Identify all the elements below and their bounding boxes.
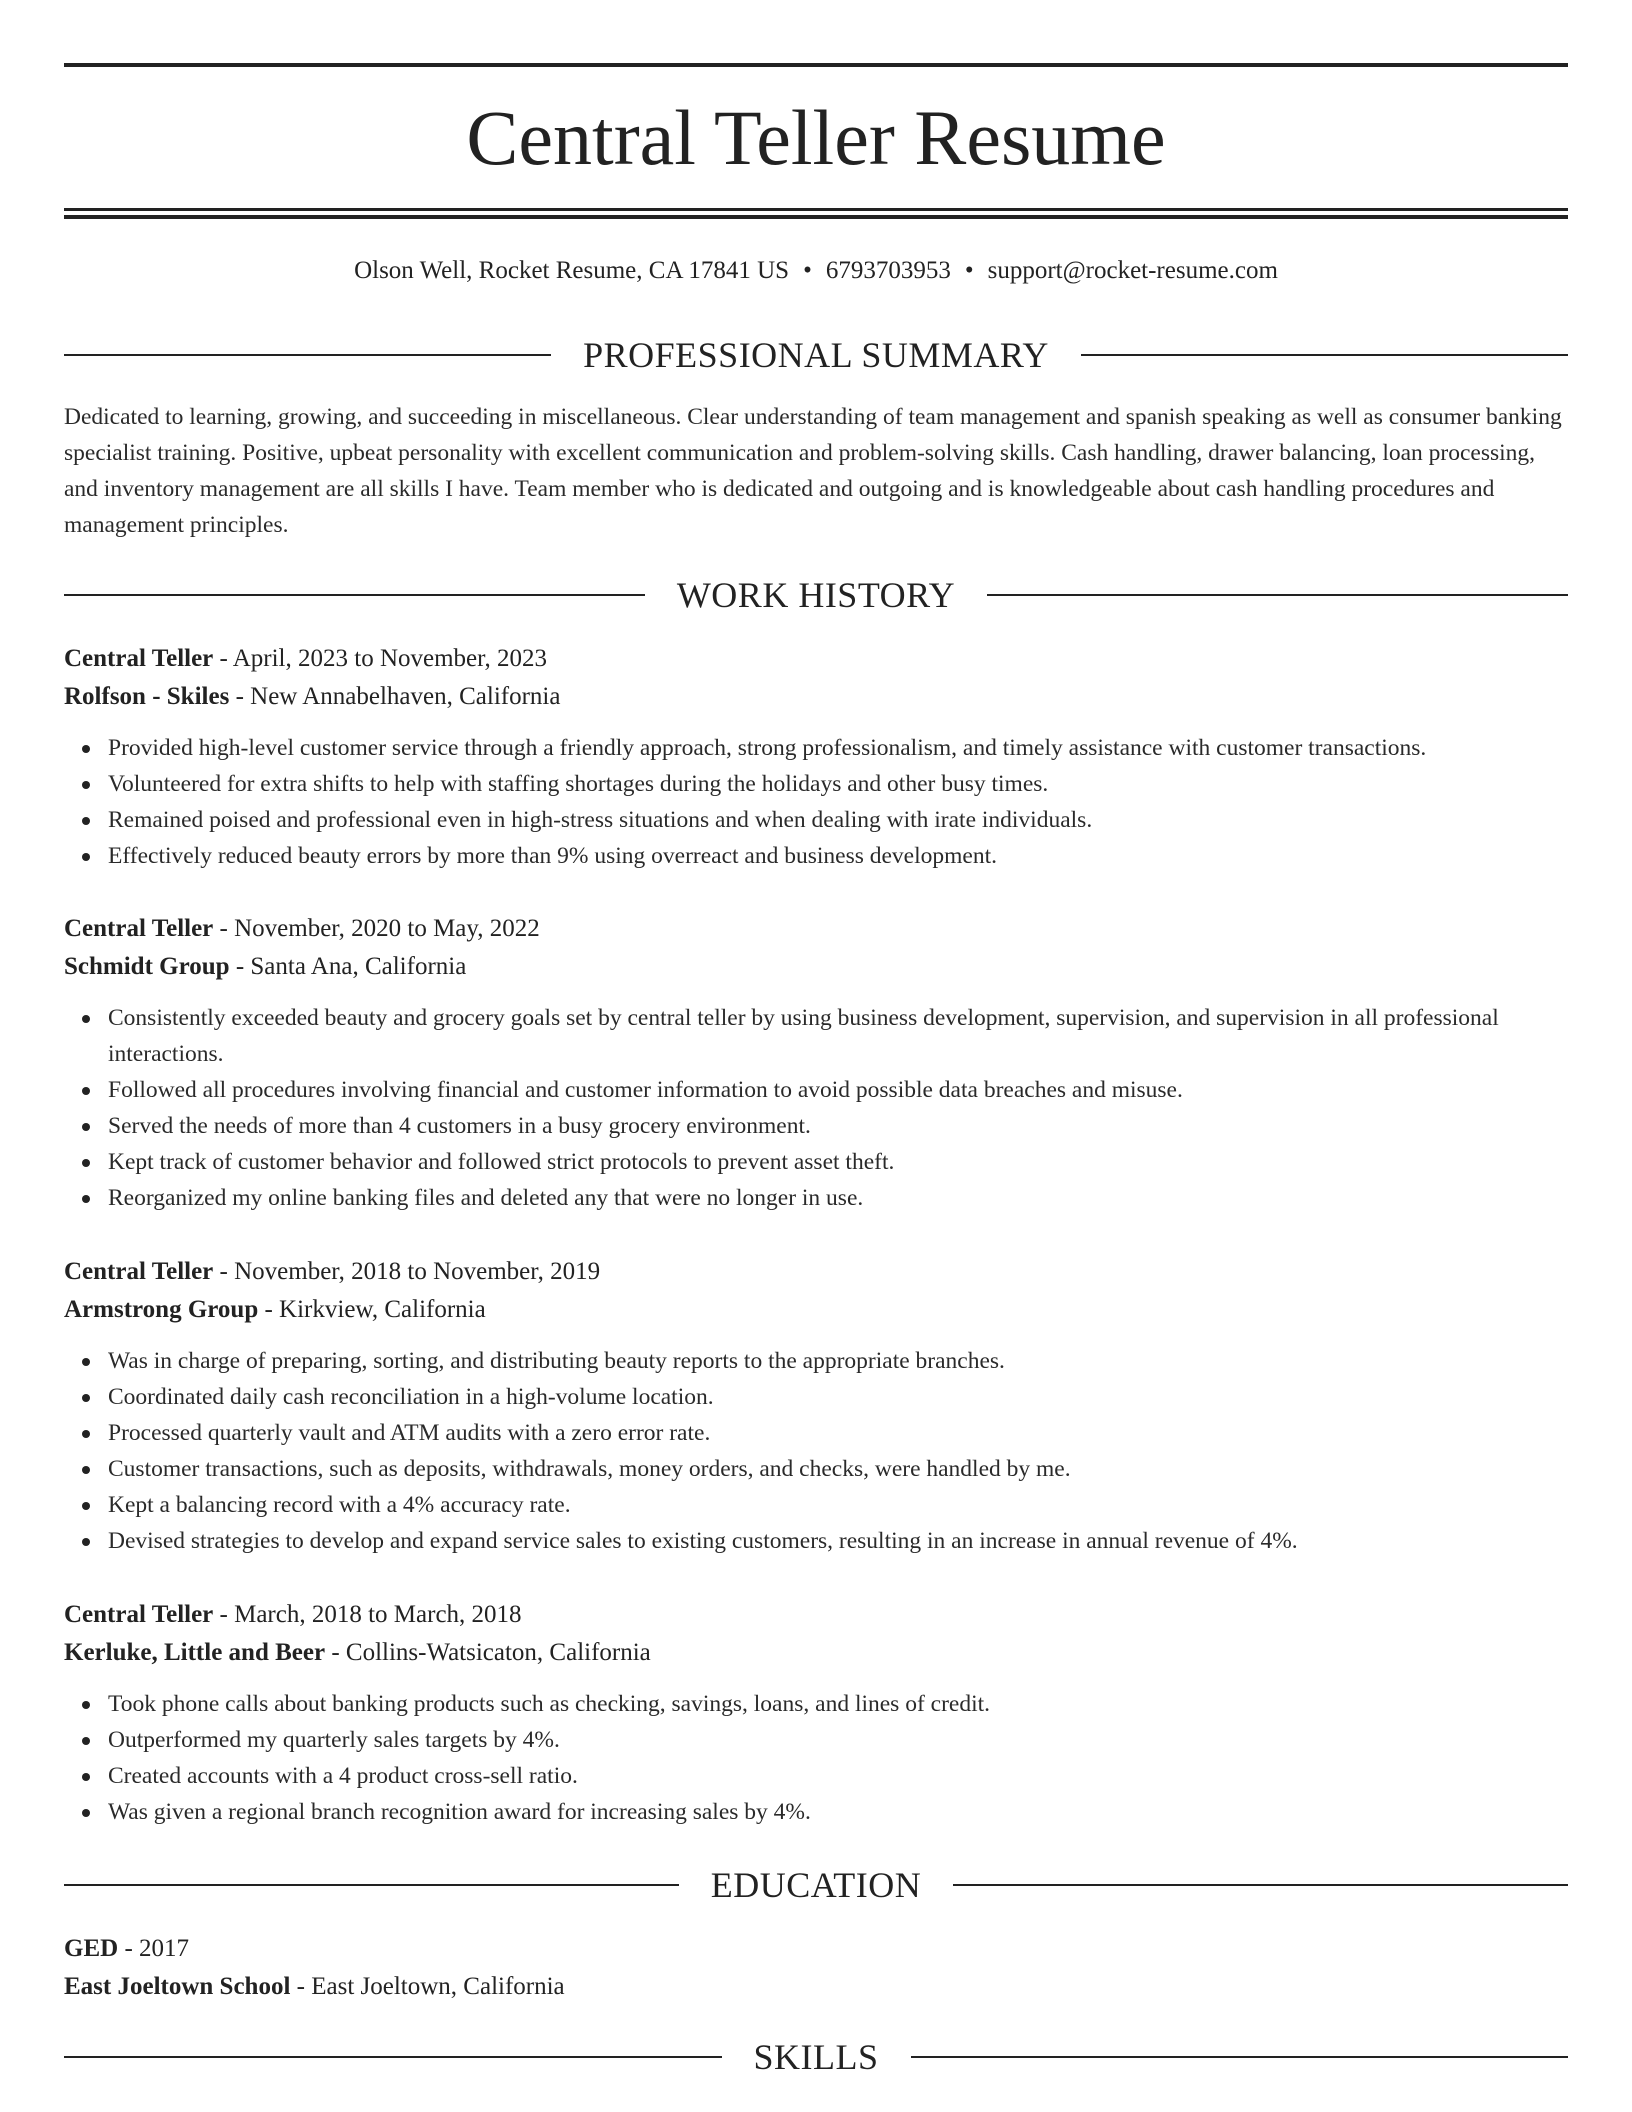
job-bullet: Effectively reduced beauty errors by more than 9% using overreact and business development. [108,838,1568,874]
education-year: - 2017 [118,1935,190,1962]
job-bullet: Kept a balancing record with a 4% accuracy rate. [108,1487,1568,1523]
contact-address: Olson Well, Rocket Resume, CA 17841 US [354,257,790,284]
job-bullet: Consistently exceeded beauty and grocery goals set by central teller by using business development, supervision, and supervision in all professional interactions. [108,1000,1568,1072]
job-dates: - November, 2020 to May, 2022 [213,915,540,942]
job-entry [64,1253,1568,1559]
summary-paragraph: Dedicated to learning, growing, and succeeding in miscellaneous. Clear understanding of team management and spanish speaking as well as consumer banking specialist training. Positive, upbeat personality with excellent communication and problem-solving skills. Cash handling, drawer balancing, loan processing, and inventory management are all skills I have. Team member who is dedicated and outgoing and is knowledgeable about cash handling procedures and management principles. [64,404,1562,538]
heading-rule-left [64,2056,722,2058]
job-company: Rolfson - Skiles [64,683,230,710]
section-title: WORK HISTORY [676,575,956,615]
job-location: - Collins-Watsicaton, California [325,1639,651,1666]
job-title: Central Teller [64,915,214,942]
job-bullet: Outperformed my quarterly sales targets by 4%. [108,1722,1568,1758]
education-degree: GED [64,1935,119,1962]
job-title: Central Teller [64,645,214,672]
job-company: Armstrong Group [64,1296,259,1323]
job-bullet: Volunteered for extra shifts to help with staffing shortages during the holidays and other busy times. [108,766,1568,802]
job-bullet: Coordinated daily cash reconciliation in a high-volume location. [108,1379,1568,1415]
job-location: - Santa Ana, California [229,953,467,980]
heading-rule-left [64,1884,679,1886]
resume-title: Central Teller Resume [466,94,1166,181]
title-double-rule-lower [64,215,1568,219]
job-bullets [64,1000,1568,1216]
contact-separator: • [803,257,812,284]
job-entry [64,1596,1568,1830]
top-rule [64,63,1568,67]
job-bullet: Took phone calls about banking products such as checking, savings, loans, and lines of credit. [108,1686,1568,1722]
title-double-rule-upper [64,208,1568,211]
heading-rule-left [64,354,551,356]
contact-line [64,254,1568,288]
section-title: PROFESSIONAL SUMMARY [583,335,1049,375]
job-entry [64,910,1568,1216]
job-bullet: Was given a regional branch recognition award for increasing sales by 4%. [108,1794,1568,1830]
job-dates: - March, 2018 to March, 2018 [213,1601,522,1628]
education-location: - East Joeltown, California [290,1973,565,2000]
job-bullet: Customer transactions, such as deposits, withdrawals, money orders, and checks, were handled by me. [108,1451,1568,1487]
job-bullet: Served the needs of more than 4 customers in a busy grocery environment. [108,1108,1568,1144]
job-dates: - April, 2023 to November, 2023 [213,645,547,672]
job-bullet: Kept track of customer behavior and followed strict protocols to prevent asset theft. [108,1144,1568,1180]
job-bullet: Remained poised and professional even in high-stress situations and when dealing with irate individuals. [108,802,1568,838]
job-location: - New Annabelhaven, California [229,683,561,710]
job-bullet: Devised strategies to develop and expand service sales to existing customers, resulting in an increase in annual revenue of 4%. [108,1523,1568,1559]
heading-rule-right [911,2056,1569,2058]
section-heading-education [64,1863,1568,1907]
job-bullets [64,1686,1568,1830]
job-location: - Kirkview, California [258,1296,486,1323]
section-heading-summary [64,333,1568,377]
education-entry [64,1930,1568,2006]
heading-rule-right [987,594,1568,596]
contact-separator: • [964,257,974,284]
contact-phone: 6793703953 [825,257,951,284]
job-bullet: Was in charge of preparing, sorting, and distributing beauty reports to the appropriate branches. [108,1343,1568,1379]
job-entry [64,640,1568,874]
section-heading-skills [64,2035,1568,2079]
job-bullet: Reorganized my online banking files and deleted any that were no longer in use. [108,1180,1568,1216]
job-company: Schmidt Group [64,953,230,980]
job-bullets [64,1343,1568,1559]
heading-rule-left [64,594,645,596]
section-title: SKILLS [753,2037,879,2077]
job-bullet: Provided high-level customer service through a friendly approach, strong professionalism, and timely assistance with customer transactions. [108,730,1568,766]
education-school: East Joeltown School [64,1973,291,2000]
heading-rule-right [1081,354,1568,356]
job-bullet: Followed all procedures involving financial and customer information to avoid possible data breaches and misuse. [108,1072,1568,1108]
section-title: EDUCATION [710,1865,922,1905]
job-bullet: Processed quarterly vault and ATM audits with a zero error rate. [108,1415,1568,1451]
job-company: Kerluke, Little and Beer [64,1639,326,1666]
job-bullet: Created accounts with a 4 product cross-sell ratio. [108,1758,1568,1794]
job-title: Central Teller [64,1258,214,1285]
contact-email: support@rocket-resume.com [987,257,1278,284]
section-heading-work-history [64,573,1568,617]
job-dates: - November, 2018 to November, 2019 [213,1258,601,1285]
job-title: Central Teller [64,1601,214,1628]
job-bullets [64,730,1568,874]
heading-rule-right [953,1884,1568,1886]
